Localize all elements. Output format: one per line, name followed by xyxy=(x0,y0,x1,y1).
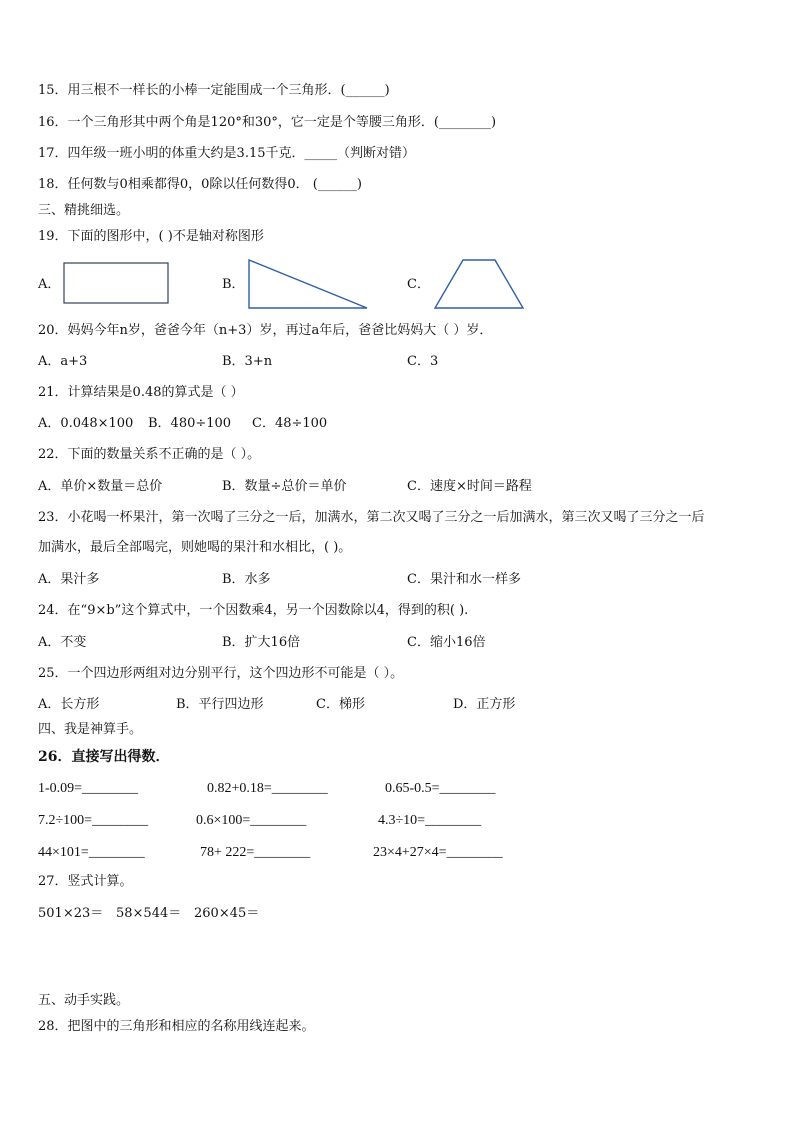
q22: 22．下面的数量关系不正确的是（ ）。 xyxy=(38,447,261,462)
q23-line-2: 加满水，最后全部喝完，则她喝的果汁和水相比，( )。 xyxy=(38,540,352,555)
q27-item-1: 501×23＝ xyxy=(38,906,104,921)
section-4-heading: 四、我是神算手。 xyxy=(38,722,143,737)
q24-option-a: A．不变 xyxy=(38,635,87,650)
q21: 21．计算结果是0.48的算式是（ ） xyxy=(38,385,244,400)
right-triangle-figure xyxy=(247,258,369,310)
q21-option-a: A．0.048×100 xyxy=(38,416,134,431)
q24-option-c: C．缩小16倍 xyxy=(407,635,486,650)
q26-item-7: 44×101=________ xyxy=(38,845,145,860)
q17: 17．四年级一班小明的体重大约是3.15千克．_____（判断对错） xyxy=(38,146,415,161)
q26-item-8: 78+ 222=________ xyxy=(200,845,311,860)
q15: 15．用三根不一样长的小棒一定能围成一个三角形．(______) xyxy=(38,83,390,98)
q21-option-c: C．48÷100 xyxy=(252,416,328,431)
q16: 16．一个三角形其中两个角是120°和30°，它一定是个等腰三角形．(________) xyxy=(38,115,497,130)
q24-option-b: B．扩大16倍 xyxy=(222,635,301,650)
q25-option-d: D．正方形 xyxy=(453,697,516,712)
trapezoid-figure xyxy=(433,258,525,310)
q26-item-2: 0.82+0.18=________ xyxy=(207,781,328,796)
q23-line-1: 23．小花喝一杯果汁，第一次喝了三分之一后，加满水，第二次又喝了三分之一后加满水，第三次又喝了三分之一后 xyxy=(38,510,705,525)
q19-option-a-label: A． xyxy=(38,277,61,292)
q22-option-c: C．速度×时间＝路程 xyxy=(407,479,532,494)
q20: 20．妈妈今年n岁，爸爸今年（n+3）岁，再过a年后，爸爸比妈妈大（ ）岁． xyxy=(38,323,493,338)
q19-option-c-label: C． xyxy=(407,277,430,292)
q26-item-1: 1-0.09=________ xyxy=(38,781,139,796)
q22-option-b: B．数量÷总价＝单价 xyxy=(222,479,347,494)
q23-option-a: A．果汁多 xyxy=(38,572,100,587)
q23-option-c: C．果汁和水一样多 xyxy=(407,572,521,587)
q22-option-a: A．单价×数量＝总价 xyxy=(38,479,163,494)
q20-option-b: B．3+n xyxy=(222,354,273,369)
q27-item-2: 58×544＝ xyxy=(116,906,182,921)
q27-item-3: 260×45＝ xyxy=(194,906,260,921)
q20-option-a: A．a+3 xyxy=(38,354,88,369)
q23-option-b: B．水多 xyxy=(222,572,271,587)
q19-option-b-label: B． xyxy=(222,277,245,292)
q18: 18．任何数与0相乘都得0，0除以任何数得0． (______) xyxy=(38,177,362,192)
q28: 28．把图中的三角形和相应的名称用线连起来。 xyxy=(38,1019,315,1034)
q26-item-3: 0.65-0.5=________ xyxy=(385,781,496,796)
q25-option-c: C．梯形 xyxy=(316,697,365,712)
rectangle-figure xyxy=(63,262,171,305)
q19: 19．下面的图形中，( )不是轴对称图形 xyxy=(38,229,264,244)
q25-option-b: B．平行四边形 xyxy=(176,697,264,712)
section-5-heading: 五、动手实践。 xyxy=(38,993,130,1008)
q25: 25．一个四边形两组对边分别平行，这个四边形不可能是（ ）。 xyxy=(38,666,404,681)
q27: 27．竖式计算。 xyxy=(38,874,133,889)
q26-item-4: 7.2÷100=________ xyxy=(38,813,149,828)
section-3-heading: 三、精挑细选。 xyxy=(38,203,130,218)
q25-option-a: A．长方形 xyxy=(38,697,100,712)
q20-option-c: C．3 xyxy=(407,354,439,369)
q24: 24．在“9×b”这个算式中，一个因数乘4，另一个因数除以4，得到的积( ). xyxy=(38,603,469,618)
q26: 26．直接写出得数． xyxy=(38,749,170,765)
q26-item-6: 4.3÷10=________ xyxy=(378,813,482,828)
q21-option-b: B．480÷100 xyxy=(148,416,232,431)
q26-item-9: 23×4+27×4=________ xyxy=(373,845,503,860)
q26-item-5: 0.6×100=________ xyxy=(196,813,307,828)
